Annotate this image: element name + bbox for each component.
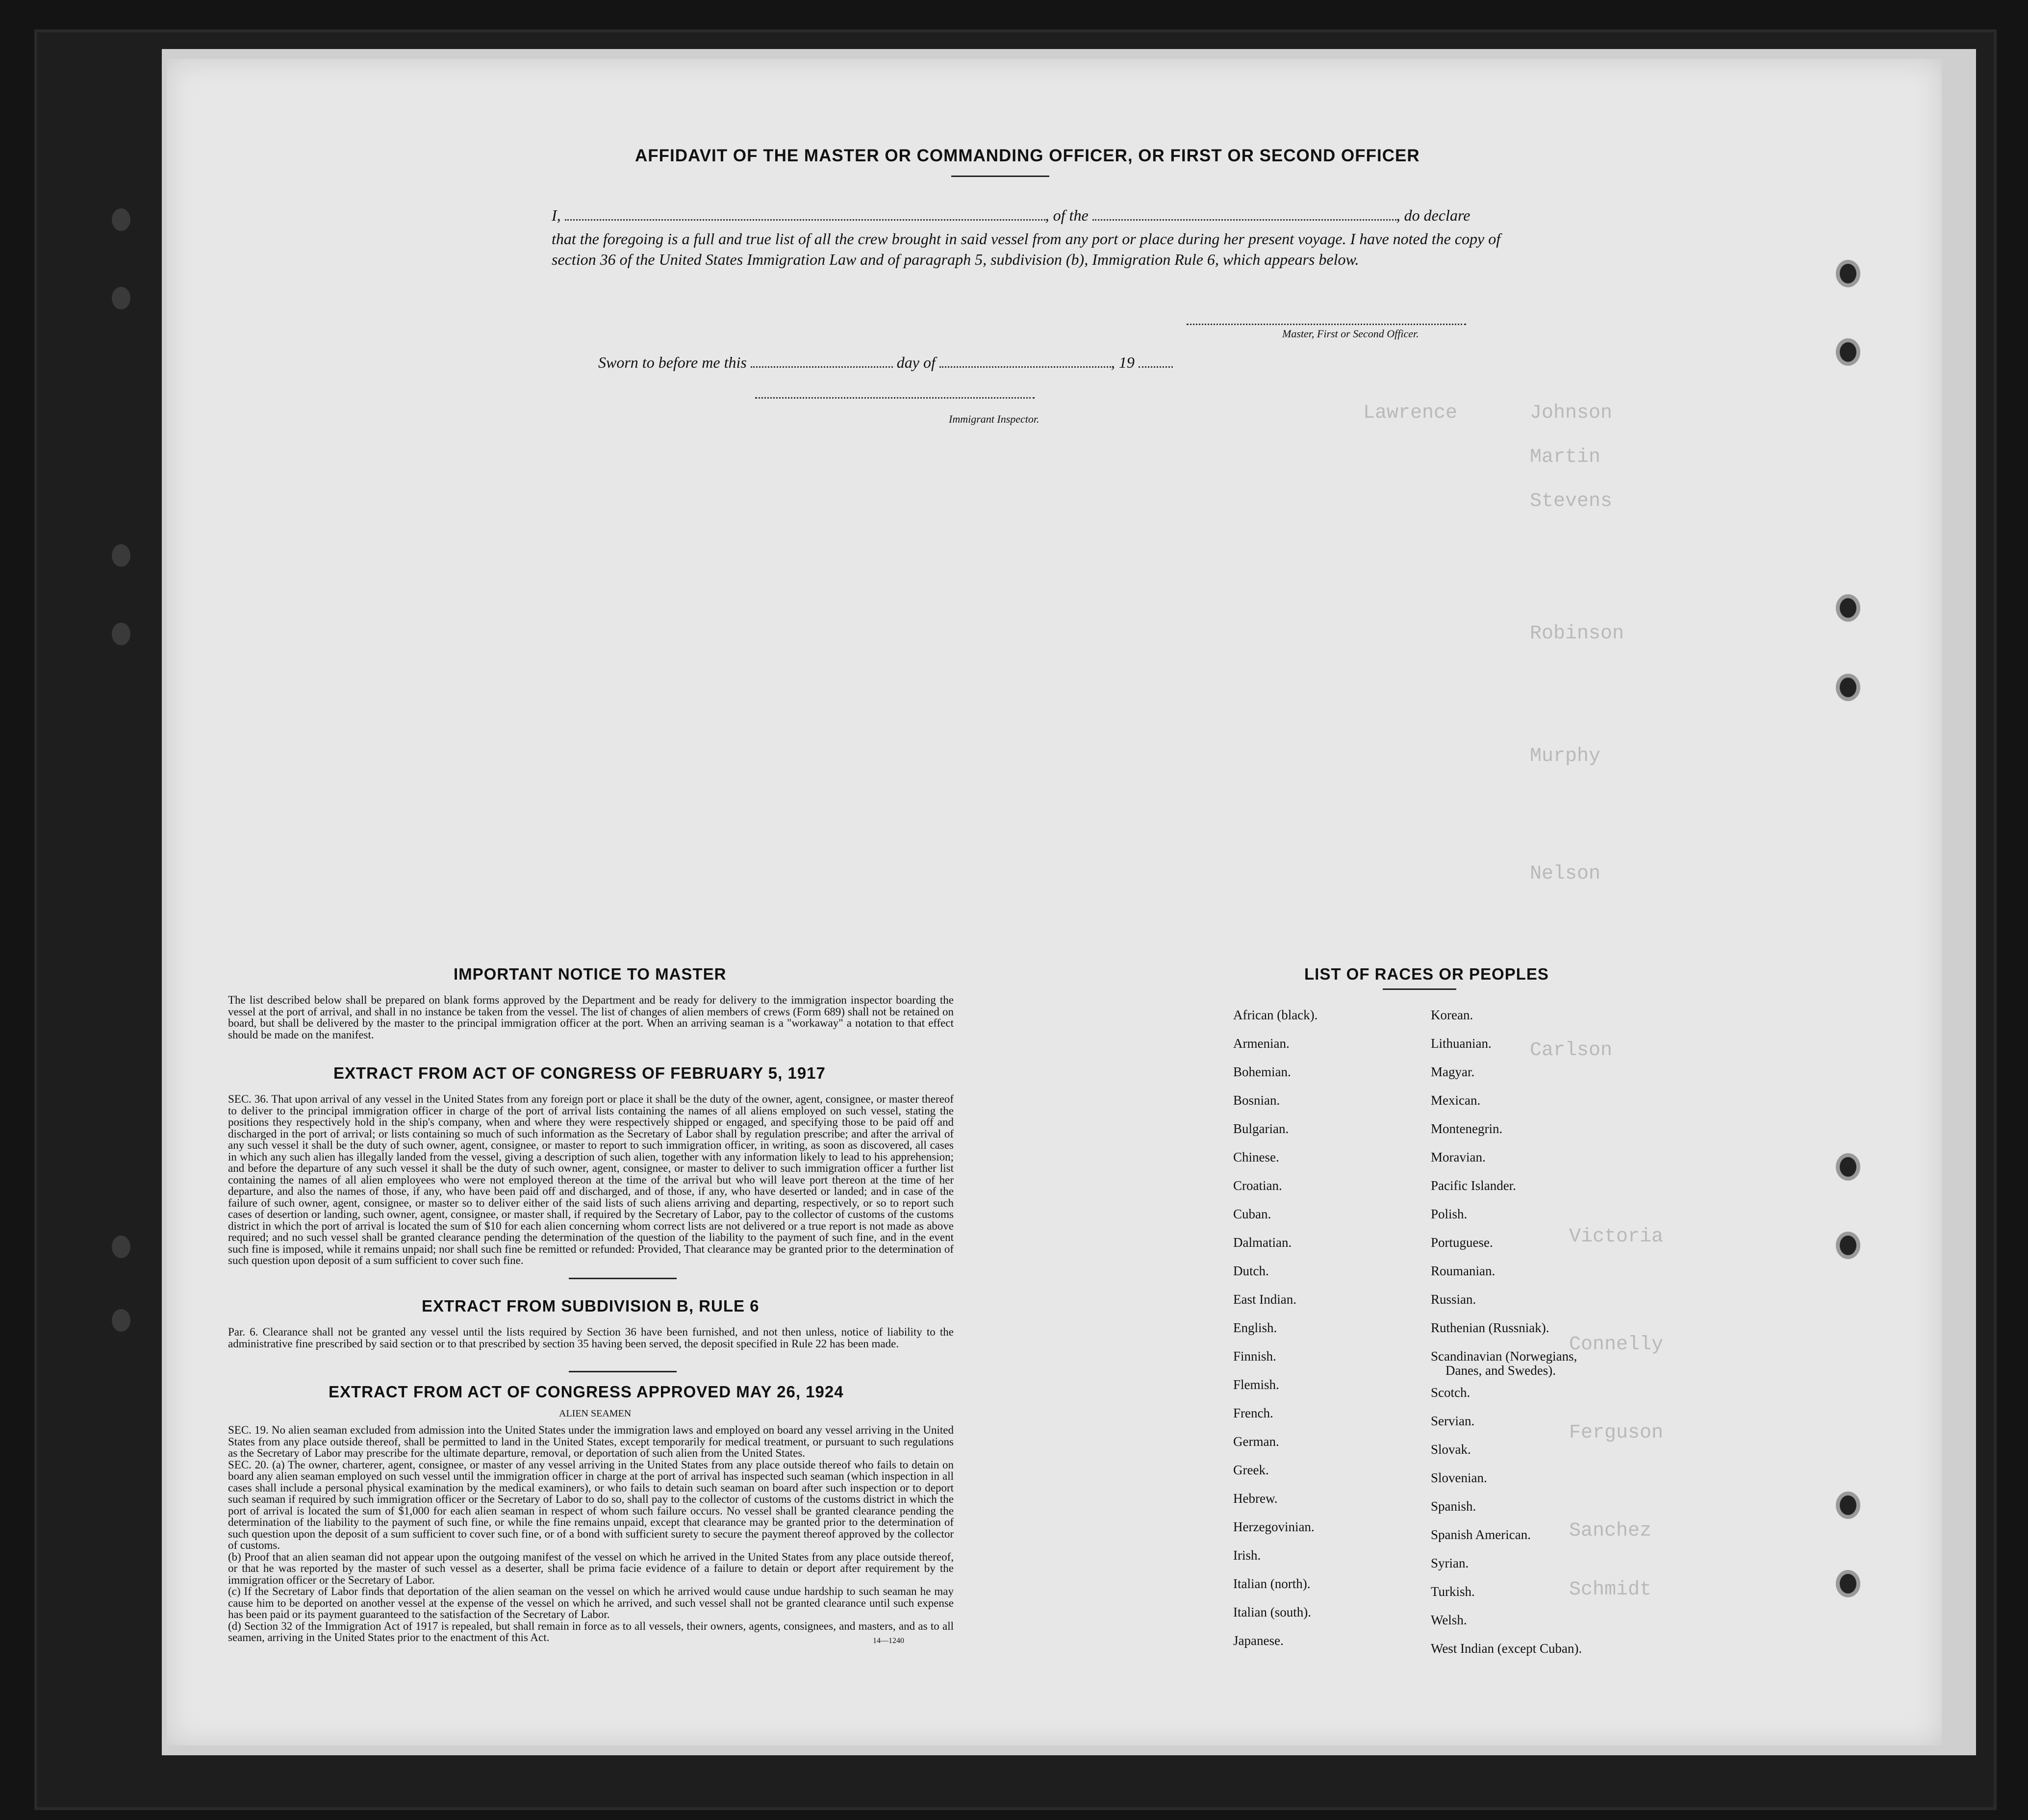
race-item: Montenegrin. [1431,1121,1503,1136]
binding-hole [1840,598,1856,618]
binding-hole [1840,1495,1856,1515]
race-item: Greek. [1233,1463,1269,1477]
affidavit-i: I, [552,206,561,224]
section-divider [569,1278,677,1279]
sec-20b-text: (b) Proof that an alien seaman did not appear upon the outgoing manifest of the vessel on which he arrived in the United States from any place outside thereof, or that he was reported by the master of such vessel as a deserter, shall be prima facie evidence of a failure to detain or deport after requirement by the immigration officer or the Secretary of Labor. [228,1550,954,1586]
day-blank [751,366,893,368]
month-blank [939,366,1111,368]
alien-seamen-subtitle: ALIEN SEAMEN [559,1408,632,1419]
affidavit-body: that the foregoing is a full and true list of all the crew brought in said vessel from any port or place during her present voyage. I have noted the copy of section 36 of the United States Immigration Law and of paragraph 5, subdivision (b), Immigration Rule 6, which appears below. [552,230,1501,268]
race-item: Polish. [1431,1207,1468,1221]
binding-hole [1840,264,1856,283]
binding-hole [112,1309,130,1332]
sworn-prefix: Sworn to before me this [598,354,747,371]
race-item: Japanese. [1233,1633,1284,1648]
race-item: Italian (south). [1233,1605,1311,1619]
sec-20c-text: (c) If the Secretary of Labor finds that deportation of the alien seaman on the vessel on which he arrived would cause undue hardship to such seaman he may cause him to be deported on another vessel at the expense of the vessel on which he arrived, and such vessel shall not be granted clearance until such expense has been paid or its payment guaranteed to the satisfaction of the Secretary of Labor. [228,1585,954,1620]
races-column-1 [1233,59,1439,1726]
race-item: Roumanian. [1431,1264,1496,1278]
race-item: Armenian. [1233,1036,1290,1051]
race-item: Lithuanian. [1431,1036,1492,1051]
name-blank [565,219,1045,221]
race-item: English. [1233,1320,1277,1335]
race-item: Dutch. [1233,1264,1269,1278]
binding-hole [112,287,130,309]
title-underline [951,176,1049,177]
race-item: Bohemian. [1233,1064,1291,1079]
rule6-title: EXTRACT FROM SUBDIVISION B, RULE 6 [422,1297,760,1315]
race-item: Korean. [1431,1008,1473,1022]
race-item: Pacific Islander. [1431,1178,1516,1193]
race-item: West Indian (except Cuban). [1431,1641,1582,1656]
sec-20a-text: SEC. 20. (a) The owner, charterer, agent, consignee, or master of any vessel arriving in the United States from any place outside thereof who fails to detain on board any alien seaman employed on such vessel until the immigration officer in charge at the port of arrival has inspected such seaman (which inspection in all cases shall include a personal physical examination by the medical examiners), or who fails to detain such seaman on board after such inspection or to deport such seaman if required by such immigration officer or the Secretary of Labor to do so, shall pay to the collector of customs of the customs district in which the port of arrival is located the sum of $1,000 for each alien seaman in respect of whom such failure occurs. No vessel shall be granted clearance pending the determination of the liability to the payment of such fine, or while the fine remains unpaid, except that clearance may be granted prior to the determination of such question upon the deposit of a sum sufficient to cover such fine, or of a bond with sufficient surety to secure the payment thereof approved by the collector of customs. [228,1458,954,1551]
race-item: Magyar. [1431,1064,1475,1079]
race-item: Cuban. [1233,1207,1271,1221]
sworn-day-of: day of [896,354,936,371]
form-number: 14—1240 [873,1637,904,1645]
affidavit-of-the: , of the [1045,206,1089,224]
race-item: Chinese. [1233,1150,1279,1164]
section-divider [569,1371,677,1372]
race-item: Ruthenian (Russniak). [1431,1320,1549,1335]
extract-1917-body: SEC. 36. That upon arrival of any vessel in the United States from any foreign port or place it shall be the duty of the owner, agent, consignee, or master thereof to deliver to the principal immigration officer in charge of the port of arrival lists containing the names of all aliens employed on such vessel, stating the positions they respectively hold in the ship's company, when and where they were respectively shipped or engaged, and specifying those to be paid off and discharged in the port of arrival; or lists containing so much of such information as the Secretary of Labor shall by regulation prescribe; and after the arrival of any such vessel it shall be the duty of such owner, agent, consignee, or master to report to such immigration officer, in writing, as soon as discovered, all cases in which any such alien has illegally landed from the vessel, giving a description of such alien, together with any information likely to lead to his apprehension; and before the departure of any such vessel it shall be the duty of such owner, agent, consignee, or master to deliver to such immigration officer a further list containing the names of all alien employees who were not employed thereon at the time of the arrival but who will leave port thereon at the time of her departure, and also the names of those, if any, who have been paid off and discharged, and of those, if any, who have deserted or landed; and in case of the failure of such owner, agent, consignee, or master so to deliver either of the said lists of such aliens arriving and departing, respectively, or so to report such cases of desertion or landing, such owner, agent, consignee, or master shall, if required by the Secretary of Labor, pay to the collector of customs of the customs district in which the port of arrival is located the sum of $10 for each alien concerning whom correct lists are not delivered or a true report is not made as above required; and no such vessel shall be granted clearance pending the determination of the question of the liability to the payment of such fine, and in the event such fine is imposed, while it remains unpaid; nor shall such fine be remitted or refunded: Provided, That clearance may be granted prior to the determination of such question upon deposit of a sum sufficient to cover such fine. [228,1093,954,1266]
race-item: Finnish. [1233,1349,1276,1364]
race-item: Slovak. [1431,1442,1471,1457]
race-item: Spanish American. [1431,1527,1531,1542]
race-item: Moravian. [1431,1150,1486,1164]
manifest-back-page: Johnson Lawrence Martin Stevens Robinson Murphy Nelson Carlson Victoria Connelly Ferguson Sanchez Schmidt AFFIDAVIT OF THE MASTER OR COMMANDING OFFICER, OR FIRST OR SECOND OFFICER I, , of the , do declare that the foregoing is a full and true list of all the crew brought in said vessel from any port or place during her present voyage. I have noted the copy of section 36 of the United States Immigration Law and of paragraph 5, subdivision (b), Immigration Rule 6, which appears below. Master, First or Second Officer. Sworn to before me this day of , 19 Immigrant Inspector. IMPORTANT NOTICE TO MASTER The list described below shall be prepared on blank forms approved by the Department and be ready for delivery to the immigration inspector boarding the vessel at the port of arrival, and shall in no instance be taken from the vessel. The list of changes of alien members of crews (Form 689) shall not be retained on board, but shall be delivered by the master to the principal immigration officer at the port. When an arriving seaman is a "workaway" a notation to that effect should be made on the manifest. EXTRACT FROM ACT OF CONGRESS OF FEBRUARY 5, 1917 SEC. 36. That upon arrival of any vessel in the United States from any foreign port or place it shall be the duty of the owner, agent, consignee, or master thereof to deliver to the principal immigration officer in charge of the port of arrival lists containing the names of all aliens employed on such vessel, stating the positions they respectively hold in the ship's company, when and where they were respectively shipped or engaged, and specifying those to be paid off and discharged in the port of arrival; or lists containing so much of such information as the Secretary of Labor shall by regulation prescribe; and after the arrival of any such vessel it shall be the duty of such owner, agent, consignee, or master to report to such immigration officer, in writing, as soon as discovered, all cases in which any such alien has illegally landed from the vessel, giving a description of such alien, together with any information likely to lead to his apprehension; and before the departure of any such vessel it shall be the duty of such owner, agent, consignee, or master to deliver to such immigration officer a further list containing the names of all alien employees who were not employed thereon at the time of the arrival but who will leave port thereon at the time of her departure, and also the names of those, if any, who have been paid off and discharged, and of those, if any, who have deserted or landed; and in case of the failure of such owner, agent, consignee, or master so to deliver either of the said lists of such aliens arriving and departing, respectively, or so to report such cases of desertion or landing, such owner, agent, consignee, or master shall, if required by the Secretary of Labor, pay to the collector of customs of the customs district in which the port of arrival is located the sum of $10 for each alien concerning whom correct lists are not delivered or a true report is not made as above required; and no such vessel shall be granted clearance pending the determination of the question of the liability to the payment of such fine, and in the event such fine is imposed, while it remains unpaid; nor shall such fine be remitted or refunded: Provided, That clearance may be granted prior to the determination of such question upon deposit of a sum sufficient to cover such fine. EXTRACT FROM SUBDIVISION B, RULE 6 Par. 6. Clearance shall not be granted any vessel until the lists required by Section 36 have been furnished, and not then unless, notice of liability to the administrative fine prescribed by said section or to that prescribed by section 35 having been served, the deposit specified in Rule 22 has been made. EXTRACT FROM ACT OF CONGRESS APPROVED MAY 26, 1924 ALIEN SEAMEN SEC. 19. No alien seaman excluded from admission into the United States under the immigration laws and employed on board any vessel arriving in the United States from any place outside thereof, shall be permitted to land in the United States, except temporarily for medical treatment, or pursuant to such regulations as the Secretary of Labor may prescribe for the ultimate departure, removal, or deportation of such alien from the United States. SEC. 20. (a) The owner, charterer, agent, consignee, or master of any vessel arriving in the United States from any place outside thereof who fails to detain on board any alien seaman employed on such vessel until the immigration officer in charge at the port of arrival has inspected such seaman (which inspection in all cases shall include a personal physical examination by the medical examiners), or who fails to detain such seaman on board after such inspection or to deport such seaman if required by such immigration officer or the Secretary of Labor to do so, shall pay to the collector of customs of the customs district in which the port of arrival is located the sum of $1,000 for each alien seaman in respect of whom such failure occurs. No vessel shall be granted clearance pending the determination of the liability to the payment of such fine, or while the fine remains unpaid, except that clearance may be granted prior to the determination of such question upon the deposit of a sum sufficient to cover such fine, or of a bond with sufficient surety to secure the payment thereof approved by the collector of customs. (b) Proof that an alien seaman did not appear upon the outgoing manifest of the vessel on which he arrived in the United States from any place outside thereof, or that he was reported by the master of such vessel as a deserter, shall be prima facie evidence of a failure to detain or deport after requirement by the immigration officer or the Secretary of Labor. (c) If the Secretary of Labor finds that deportation of the alien seaman on the vessel on which he arrived would cause undue hardship to such seaman he may cause him to be deported on another vessel at the expense of the vessel on which he arrived, and such vessel shall not be granted clearance until such expense has been paid or its payment guaranteed to the satisfaction of the Secretary of Labor. (d) Section 32 of the Immigration Act of 1917 is repealed, but shall remain in force as to all vessels, their owners, agents, consignees, and masters, and as to all seamen, arriving in the United States prior to the enactment of this Act. 14—1240 LIST OF RACES OR PEOPLES African (black). Armenian. Bohemian. Bosnian. Bulgarian. Chinese. Croatian. Cuban. Dalmatian. Dutch. East Indian. English. Finnish. Flemish. French. German. Greek. Hebrew. Herzegovinian. Irish. Italian (north). Italian (south). Japanese. Korean. Lithuanian. Magyar. Mexican. Montenegrin. Moravian. Pacific Islander. Polish. Portuguese. Roumanian. Russian. Ruthenian (Russniak). Scandinavian (Norwegians, Danes, and Swedes). Scotch. Servian. Slovak. Slovenian. Spanish. Spanish American. Syrian. Turkish. Welsh. West Indian (except Cuban). [167,59,1942,1745]
master-signature-label: Master, First or Second Officer. [1282,328,1419,340]
sworn-line [598,352,1173,373]
extract-1924-title: EXTRACT FROM ACT OF CONGRESS APPROVED MAY 26, 1924 [329,1383,844,1401]
race-item: Hebrew. [1233,1491,1278,1506]
race-item: Scotch. [1431,1385,1470,1400]
race-item: Irish. [1233,1548,1261,1563]
affidavit-do-declare: , do declare [1396,206,1470,224]
binding-hole [112,544,130,567]
extract-1917-title: EXTRACT FROM ACT OF CONGRESS OF FEBRUARY 5, 1917 [333,1064,826,1082]
race-item: Russian. [1431,1292,1476,1307]
inspector-signature-line [755,397,1035,399]
races-column-2 [1431,59,1705,1726]
sec-19-text: SEC. 19. No alien seaman excluded from admission into the United States under the immigration laws and employed on board any vessel arriving in the United States from any place outside thereof, shall be permitted to land in the United States, except temporarily for medical treatment, or pursuant to such regulations as the Secretary of Labor may prescribe for the ultimate departure, removal, or deportation of such alien from the United States. [228,1424,954,1459]
binding-hole [1840,342,1856,362]
race-item: African (black). [1233,1008,1318,1022]
races-title: LIST OF RACES OR PEOPLES [1304,965,1549,983]
race-item: German. [1233,1434,1279,1449]
race-item: Bosnian. [1233,1093,1280,1108]
rule6-body: Par. 6. Clearance shall not be granted any vessel until the lists required by Section 36 have been furnished, and not then unless, notice of liability to the administrative fine prescribed by said section or to that prescribed by section 35 having been served, the deposit specified in Rule 22 has been made. [228,1326,954,1350]
binding-hole [1840,678,1856,697]
race-item: Flemish. [1233,1377,1279,1392]
race-item: Mexican. [1431,1093,1481,1108]
race-item: Croatian. [1233,1178,1282,1193]
race-item: Welsh. [1431,1613,1467,1627]
race-item: Herzegovinian. [1233,1519,1315,1534]
binding-hole [1840,1157,1856,1177]
sec-20d-text: (d) Section 32 of the Immigration Act of 1917 is repealed, but shall remain in force as to all vessels, their owners, agents, consignees, and masters, and as to all seamen, arriving in the United States prior to the enactment of this Act. [228,1619,954,1643]
year-blank [1139,366,1173,368]
race-item: Servian. [1431,1414,1475,1428]
race-item: East Indian. [1233,1292,1296,1307]
race-item: Turkish. [1431,1584,1475,1599]
race-item: Bulgarian. [1233,1121,1289,1136]
race-item-continuation: Danes, and Swedes). [1445,1363,1556,1378]
binding-hole [112,208,130,231]
race-item: Dalmatian. [1233,1235,1292,1250]
race-item: Scandinavian (Norwegians, [1431,1349,1577,1364]
inspector-label: Immigrant Inspector. [949,413,1039,425]
race-item: Syrian. [1431,1556,1469,1570]
race-item: Slovenian. [1431,1470,1487,1485]
binding-hole [112,623,130,645]
race-item: Italian (north). [1233,1576,1311,1591]
race-item: Portuguese. [1431,1235,1493,1250]
race-item: Spanish. [1431,1499,1476,1514]
binding-hole [1840,1574,1856,1593]
notice-title: IMPORTANT NOTICE TO MASTER [454,965,727,983]
extract-1924-body [228,1424,954,1643]
binding-hole [112,1236,130,1258]
sworn-year: , 19 [1111,354,1135,371]
affidavit-title: AFFIDAVIT OF THE MASTER OR COMMANDING OFFICER, OR FIRST OR SECOND OFFICER [635,146,1420,165]
binding-hole [1840,1236,1856,1255]
race-item: French. [1233,1406,1273,1420]
notice-body: The list described below shall be prepared on blank forms approved by the Department and be ready for delivery to the immigration inspector boarding the vessel at the port of arrival, and shall in no instance be taken from the vessel. The list of changes of alien members of crews (Form 689) shall not be retained on board, but shall be delivered by the master to the principal immigration officer at the port. When an arriving seaman is a "workaway" a notation to that effect should be made on the manifest. [228,994,954,1041]
